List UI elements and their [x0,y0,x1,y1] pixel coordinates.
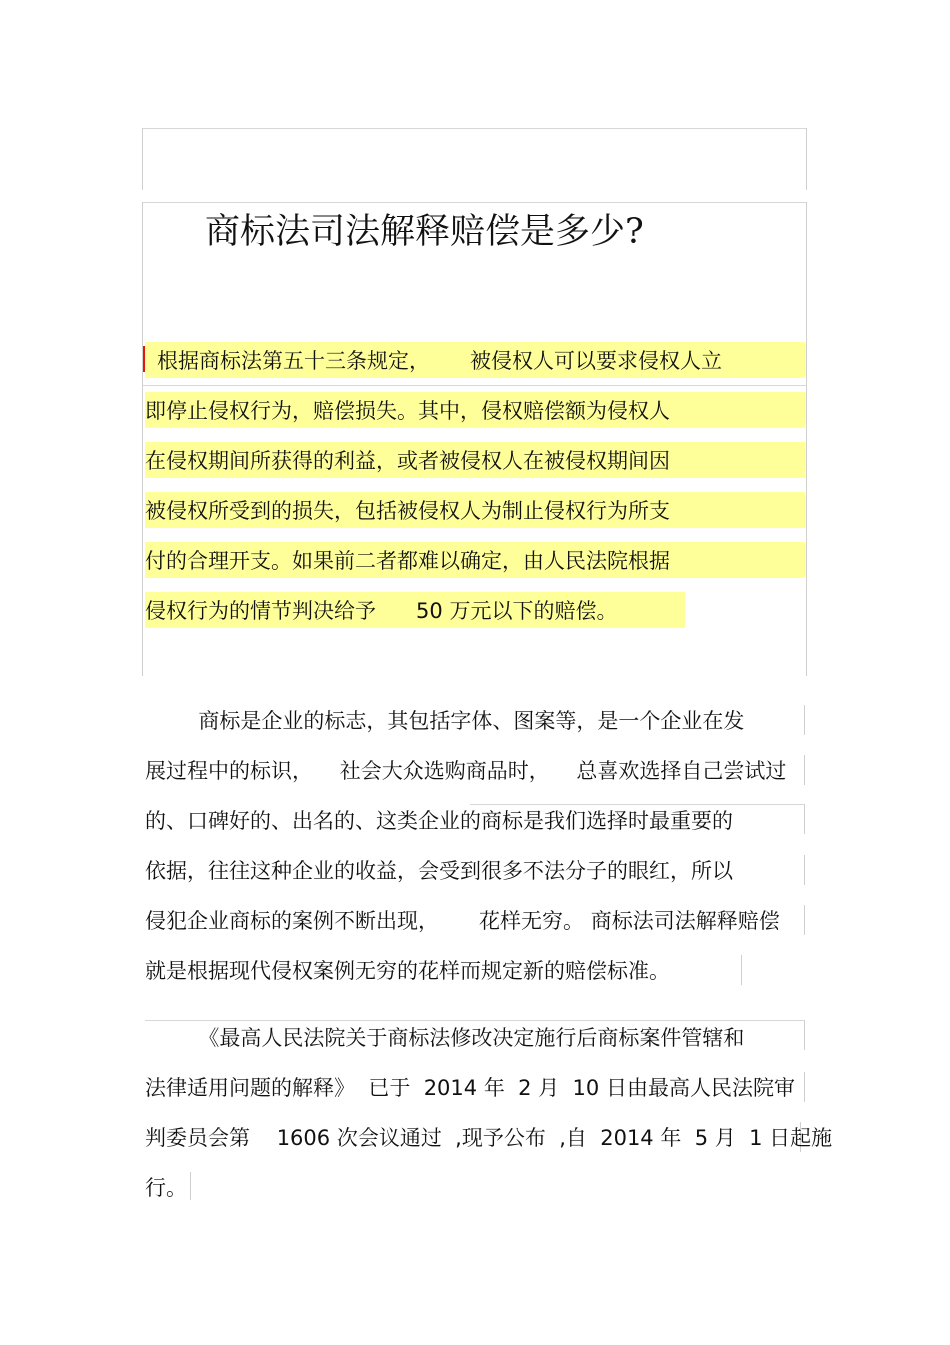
paragraph-line: 侵犯企业商标的案例不断出现， 花样无穷。 商标法司法解释赔偿 [145,909,780,933]
paragraph-edge-line [804,1020,805,1050]
paragraph-rule [470,804,805,805]
page-title: 商标法司法解释赔偿是多少? [205,212,644,252]
paragraph-rule [145,1020,805,1021]
frame-left-line-2 [142,202,143,676]
paragraph-edge-line [804,855,805,885]
highlight-line: 即停止侵权行为，赔偿损失。其中，侵权赔偿额为侵权人 [145,399,670,423]
paragraph-edge-line [804,705,805,735]
paragraph-edge-line [741,955,742,985]
paragraph-line: 依据，往往这种企业的收益，会受到很多不法分子的眼红，所以 [145,859,733,883]
frame-top-line [142,128,807,129]
paragraph-line: 商标是企业的标志，其包括字体、图案等，是一个企业在发 [145,709,745,733]
paragraph-line: 行。 [145,1176,187,1200]
frame-mid-line [142,385,807,386]
paragraph-edge-line [804,905,805,935]
paragraph-line: 法律适用问题的解释》 已于 2014 年 2 月 10 日由最高人民法院审 [145,1076,795,1100]
frame-right-line-1 [806,128,807,190]
paragraph-edge-line [190,1172,191,1200]
paragraph-line: 的、口碑好的、出名的、这类企业的商标是我们选择时最重要的 [145,809,733,833]
highlight-line: 根据商标法第五十三条规定， 被侵权人可以要求侵权人立 [157,349,723,373]
paragraph-line: 判委员会第 1606 次会议通过 ,现予公布 ,自 2014 年 5 月 1 日起施 [145,1126,833,1150]
frame-right-line-2 [806,202,807,676]
highlight-line: 侵权行为的情节判决给予 50 万元以下的赔偿。 [145,599,618,623]
paragraph-edge-line [804,804,805,834]
paragraph-edge-line [804,755,805,785]
highlight-line: 在侵权期间所获得的利益，或者被侵权人在被侵权期间因 [145,449,670,473]
frame-left-line-1 [142,128,143,190]
paragraph-line: 展过程中的标识， 社会大众选购商品时， 总喜欢选择自己尝试过 [145,759,787,783]
paragraph-edge-line [804,1072,805,1102]
frame-title-top-line [142,202,807,203]
paragraph-line: 《最高人民法院关于商标法修改决定施行后商标案件管辖和 [145,1026,745,1050]
highlight-line: 付的合理开支。如果前二者都难以确定，由人民法院根据 [145,549,670,573]
paragraph-line: 就是根据现代侵权案例无穷的花样而规定新的赔偿标准。 [145,959,670,983]
highlight-line: 被侵权所受到的损失，包括被侵权人为制止侵权行为所支 [145,499,670,523]
